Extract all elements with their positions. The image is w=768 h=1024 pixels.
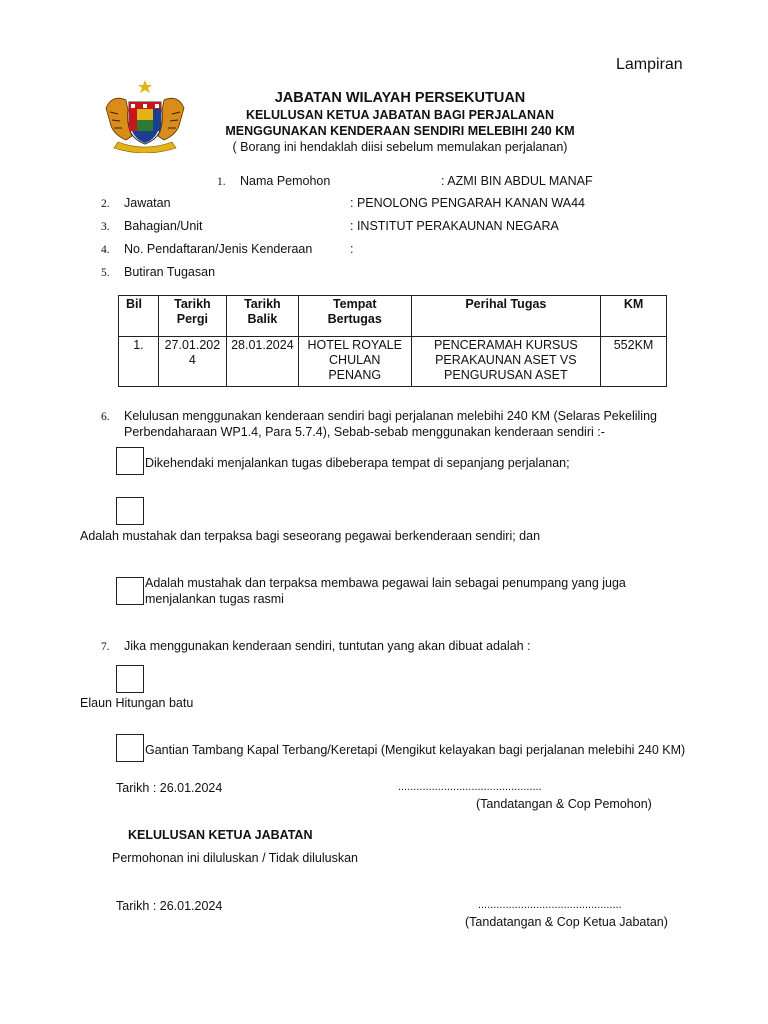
table-header-bil: Bil: [119, 296, 159, 337]
section-number: 7.: [101, 641, 110, 653]
option-gantian-tambang: Gantian Tambang Kapal Terbang/Keretapi (Mengikut kelayakan bagi perjalanan melebihi 240 KM): [145, 743, 686, 757]
applicant-signature-label: (Tandatangan & Cop Pemohon): [476, 797, 652, 811]
field-label-bahagian: Bahagian/Unit: [124, 219, 203, 233]
section6-text-line2: Perbendaharaan WP1.4, Para 5.7.4), Sebab-sebab menggunakan kenderaan sendiri :-: [124, 425, 605, 439]
table-cell-tarikh-balik: 28.01.2024: [226, 337, 298, 387]
table-row: [119, 337, 667, 387]
table-cell-km: 552KM: [601, 337, 667, 387]
field-label-butiran-tugasan: Butiran Tugasan: [124, 265, 216, 279]
table-cell-tarikh-pergi: 27.01.202 4: [158, 337, 226, 387]
option-membawa-penumpang-line2: menjalankan tugas rasmi: [145, 592, 284, 606]
field-number: 1.: [217, 176, 226, 188]
field-value-bahagian: : INSTITUT PERAKAUNAN NEGARA: [350, 219, 559, 233]
table-header-km: KM: [601, 296, 667, 337]
approval-text: Permohonan ini diluluskan / Tidak diluluskan: [112, 851, 358, 865]
approval-signature-line: ...............................................: [478, 899, 622, 911]
section6-text-line1: Kelulusan menggunakan kenderaan sendiri bagi perjalanan melebihi 240 KM (Selaras Pekeliling: [124, 409, 657, 423]
coat-of-arms-logo: [100, 78, 190, 153]
tugasan-table: [118, 295, 667, 387]
table-cell-bil: 1.: [119, 337, 159, 387]
field-value-nama-pemohon: : AZMI BIN ABDUL MANAF: [441, 174, 593, 188]
checkbox-mustahak-berkenderaan[interactable]: [116, 497, 144, 525]
field-label-no-pendaftaran: No. Pendaftaran/Jenis Kenderaan: [124, 242, 313, 256]
field-number: 5.: [101, 267, 110, 279]
field-number: 4.: [101, 244, 110, 256]
option-mustahak-berkenderaan: Adalah mustahak dan terpaksa bagi seseorang pegawai berkenderaan sendiri; dan: [80, 529, 541, 543]
field-value-no-pendaftaran: :: [350, 242, 354, 256]
table-header-tempat-bertugas: Tempat Bertugas: [298, 296, 411, 337]
table-header-tarikh-pergi: Tarikh Pergi: [158, 296, 226, 337]
checkbox-elaun-hitungan-batu[interactable]: [116, 665, 144, 693]
form-note: ( Borang ini hendaklah diisi sebelum memulakan perjalanan): [232, 140, 568, 154]
lampiran-label: Lampiran: [616, 56, 683, 73]
applicant-date: Tarikh : 26.01.2024: [116, 781, 223, 795]
field-label-jawatan: Jawatan: [124, 196, 171, 210]
checkbox-membawa-penumpang[interactable]: [116, 577, 144, 605]
option-elaun-hitungan-batu: Elaun Hitungan batu: [80, 696, 194, 710]
section7-text: Jika menggunakan kenderaan sendiri, tuntutan yang akan dibuat adalah :: [124, 639, 531, 653]
field-label-nama-pemohon: Nama Pemohon: [240, 174, 331, 188]
table-cell-perihal-tugas: PENCERAMAH KURSUS PERAKAUNAN ASET VS PENGURUSAN ASET: [411, 337, 600, 387]
field-value-jawatan: : PENOLONG PENGARAH KANAN WA44: [350, 196, 586, 210]
table-header-row: [119, 296, 667, 337]
field-number: 3.: [101, 221, 110, 233]
form-title: JABATAN WILAYAH PERSEKUTUAN: [274, 90, 526, 106]
checkbox-gantian-tambang[interactable]: [116, 734, 144, 762]
table-header-perihal-tugas: Perihal Tugas: [411, 296, 600, 337]
field-number: 2.: [101, 198, 110, 210]
form-subtitle-1: KELULUSAN KETUA JABATAN BAGI PERJALANAN: [245, 108, 555, 122]
section-number: 6.: [101, 411, 110, 423]
approval-date: Tarikh : 26.01.2024: [116, 899, 223, 913]
table-cell-tempat-bertugas: HOTEL ROYALE CHULAN PENANG: [298, 337, 411, 387]
option-membawa-penumpang-line1: Adalah mustahak dan terpaksa membawa pegawai lain sebagai penumpang yang juga: [145, 576, 626, 590]
form-subtitle-2: MENGGUNAKAN KENDERAAN SENDIRI MELEBIHI 240 KM: [225, 124, 575, 138]
checkbox-tugas-beberapa-tempat[interactable]: [116, 447, 144, 475]
option-tugas-beberapa-tempat: Dikehendaki menjalankan tugas dibeberapa tempat di sepanjang perjalanan;: [145, 456, 570, 470]
applicant-signature-line: ...............................................: [398, 781, 542, 793]
approval-signature-label: (Tandatangan & Cop Ketua Jabatan): [465, 915, 668, 929]
approval-title: KELULUSAN KETUA JABATAN: [128, 828, 313, 842]
table-header-tarikh-balik: Tarikh Balik: [226, 296, 298, 337]
